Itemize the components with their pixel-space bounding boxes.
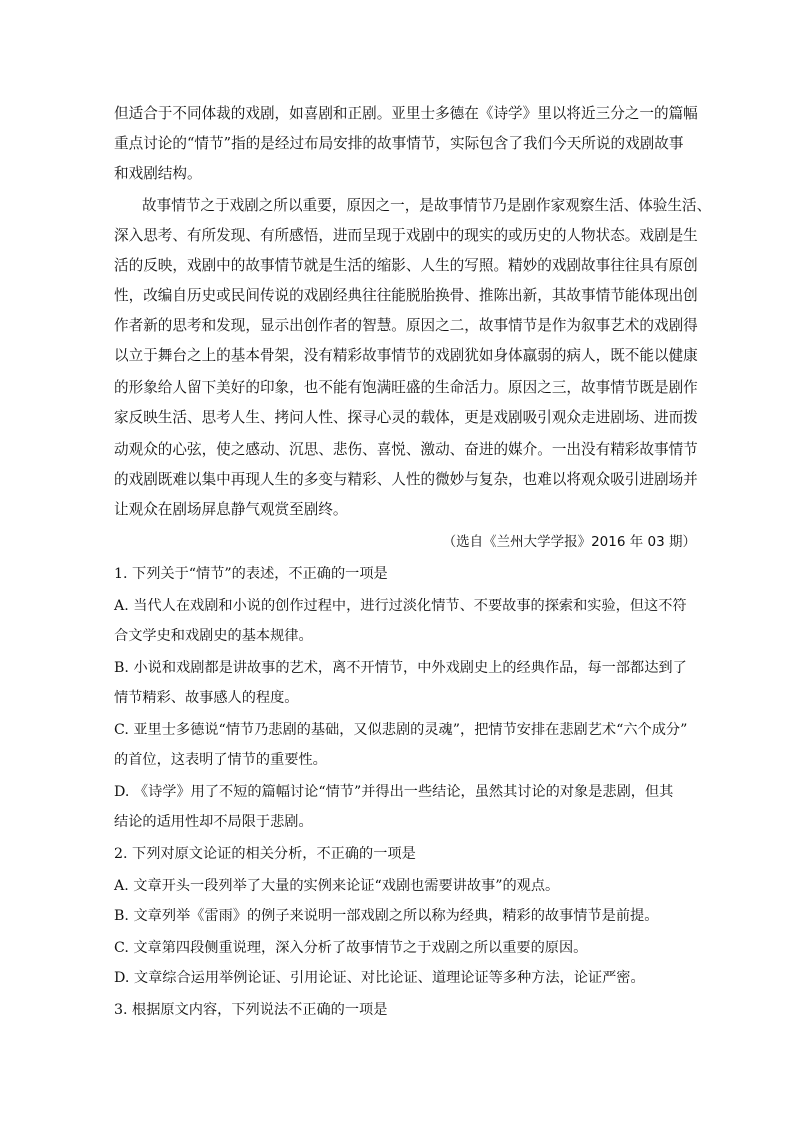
question-1-option-a: A. 当代人在戏剧和小说的创作过程中，进行过淡化情节、不要故事的探索和实验，但这不符 xyxy=(114,598,687,614)
passage-line: 让观众在剧场屏息静气观赏至剧终。 xyxy=(114,501,348,518)
question-1-option-b: B. 小说和戏剧都是讲故事的艺术，离不开情节，中外戏剧史上的经典作品，每一部都达到了 xyxy=(114,660,687,676)
source-citation: （选自《兰州大学学报》2016 年 03 期） xyxy=(442,534,696,550)
question-2-option-d: D. 文章综合运用举例论证、引用论证、对比论证、道理论证等多种方法，论证严密。 xyxy=(114,970,645,986)
passage-line: 的形象给人留下美好的印象，也不能有饱满旺盛的生命活力。原因之三，故事情节既是剧作 xyxy=(114,379,698,396)
question-2-stem: 2. 下列对原文论证的相关分析，不正确的一项是 xyxy=(114,846,416,862)
question-1-option-a-cont: 合文学史和戏剧史的基本规律。 xyxy=(114,628,313,644)
question-1-option-c-cont: 的首位，这表明了情节的重要性。 xyxy=(114,752,327,768)
passage-line: 的戏剧既难以集中再现人生的多变与精彩、人性的微妙与复杂，也难以将观众吸引进剧场并 xyxy=(114,471,698,488)
question-2-option-c: C. 文章第四段侧重说理，深入分析了故事情节之于戏剧之所以重要的原因。 xyxy=(114,940,588,956)
question-1-option-b-cont: 情节精彩、故事感人的程度。 xyxy=(114,690,299,706)
question-1-option-d-cont: 结论的适用性却不局限于悲剧。 xyxy=(114,814,313,830)
question-2-option-b: B. 文章列举《雷雨》的例子来说明一部戏剧之所以称为经典，精彩的故事情节是前提。 xyxy=(114,908,659,924)
passage-line: 和戏剧结构。 xyxy=(114,165,202,182)
passage-line: 重点讨论的“情节”指的是经过布局安排的故事情节，实际包含了我们今天所说的戏剧故事 xyxy=(114,135,684,152)
passage-line: 以立于舞台之上的基本骨架，没有精彩故事情节的戏剧犹如身体羸弱的病人，既不能以健康 xyxy=(114,347,698,364)
passage-line: 活的反映，戏剧中的故事情节就是生活的缩影、人生的写照。精妙的戏剧故事往往具有原创 xyxy=(114,257,698,274)
passage-line: 家反映生活、思考人生、拷问人性、探寻心灵的载体，更是戏剧吸引观众走进剧场、进而拨 xyxy=(114,409,698,426)
passage-line: 但适合于不同体裁的戏剧，如喜剧和正剧。亚里士多德在《诗学》里以将近三分之一的篇幅 xyxy=(114,105,698,122)
question-1-stem: 1. 下列关于“情节”的表述，不正确的一项是 xyxy=(114,566,388,582)
passage-line: 故事情节之于戏剧之所以重要，原因之一，是故事情节乃是剧作家观察生活、体验生活、 xyxy=(142,197,712,214)
question-2-option-a: A. 文章开头一段列举了大量的实例来论证“戏剧也需要讲故事”的观点。 xyxy=(114,878,560,894)
passage-line: 深入思考、有所发现、有所感悟，进而呈现于戏剧中的现实的或历史的人物状态。戏剧是生 xyxy=(114,227,698,244)
passage-line: 动观众的心弦，使之感动、沉思、悲伤、喜悦、激动、奋进的媒介。一出没有精彩故事情节 xyxy=(114,441,698,458)
question-1-option-c: C. 亚里士多德说“情节乃悲剧的基础，又似悲剧的灵魂”，把情节安排在悲剧艺术“六个成分” xyxy=(114,722,688,738)
question-3-stem: 3. 根据原文内容，下列说法不正确的一项是 xyxy=(114,1002,388,1018)
passage-line: 性，改编自历史或民间传说的戏剧经典往往能脱胎换骨、推陈出新，其故事情节能体现出创 xyxy=(114,287,698,304)
passage-line: 作者新的思考和发现，显示出创作者的智慧。原因之二，故事情节是作为叙事艺术的戏剧得 xyxy=(114,317,698,334)
question-1-option-d: D. 《诗学》用了不短的篇幅讨论“情节”并得出一些结论，虽然其讨论的对象是悲剧，但其 xyxy=(114,784,674,800)
